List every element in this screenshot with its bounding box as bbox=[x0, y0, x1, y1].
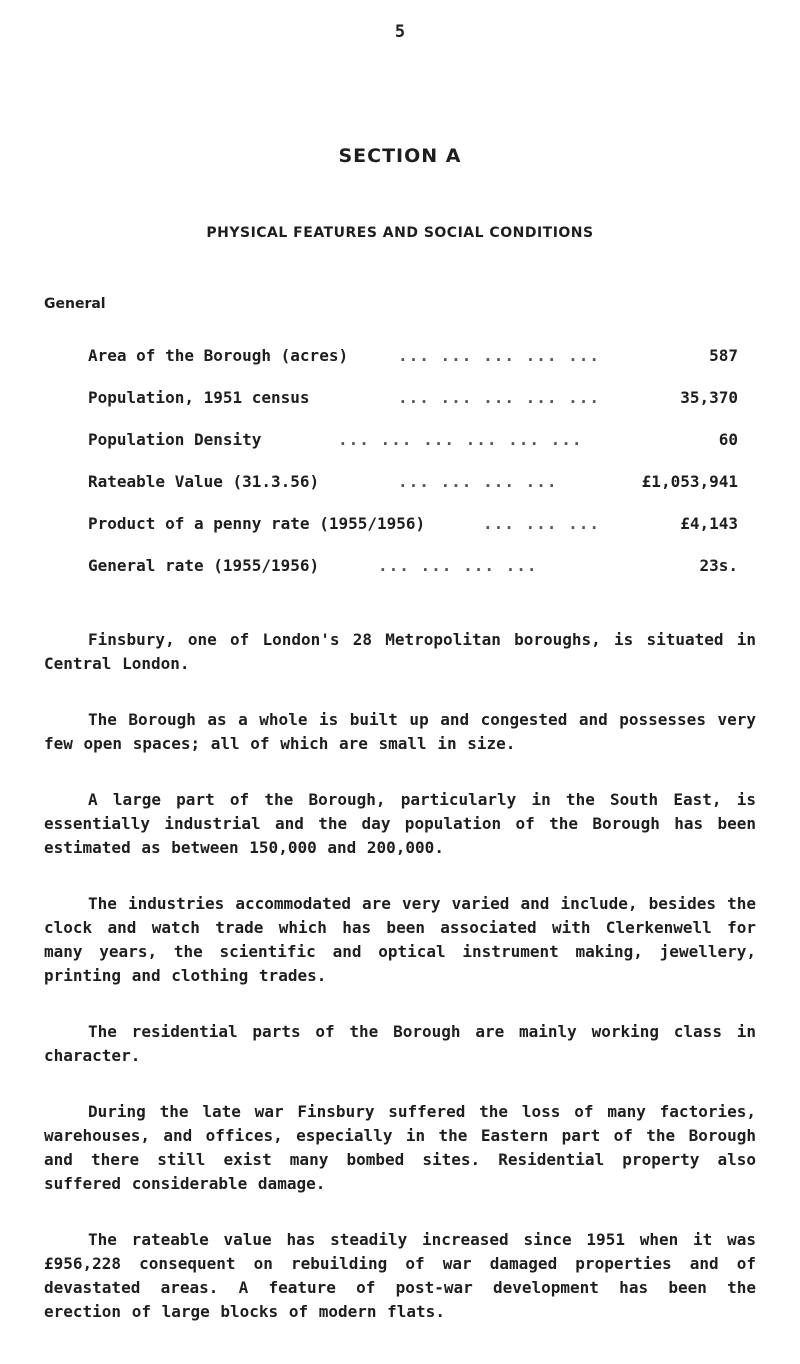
body-text bbox=[44, 628, 756, 1356]
section-title: SECTION A bbox=[338, 145, 462, 167]
statistics-list bbox=[88, 345, 748, 597]
leader-dots: ... ... ... ... ... ... bbox=[338, 430, 583, 449]
stat-row-population bbox=[88, 387, 748, 429]
paragraph-location: Finsbury, one of London's 28 Metropolitan boroughs, is situated in Central London. bbox=[44, 630, 756, 673]
stat-value: 23s. bbox=[699, 556, 738, 575]
stat-label: General rate (1955/1956) bbox=[88, 556, 320, 575]
stat-value: £4,143 bbox=[680, 514, 738, 533]
leader-dots: ... ... ... ... ... bbox=[398, 346, 601, 365]
leader-dots: ... ... ... ... ... bbox=[398, 388, 601, 407]
stat-value: 60 bbox=[718, 430, 738, 449]
stat-label: Population, 1951 census bbox=[88, 388, 310, 407]
stat-label: Rateable Value (31.3.56) bbox=[88, 472, 320, 491]
general-heading: General bbox=[44, 296, 106, 312]
paragraph-industrial: A large part of the Borough, particularly in the South East, is essentially industrial and the day population of the Borough has been estimated as between 150,000 and 200,000. bbox=[44, 790, 756, 857]
stat-label: Population Density bbox=[88, 430, 262, 449]
leader-dots: ... ... ... bbox=[483, 514, 600, 533]
leader-dots: ... ... ... ... bbox=[398, 472, 558, 491]
leader-dots: ... ... ... ... bbox=[378, 556, 538, 575]
section-subtitle: PHYSICAL FEATURES AND SOCIAL CONDITIONS bbox=[206, 225, 594, 241]
stat-row-area bbox=[88, 345, 748, 387]
stat-row-penny-rate bbox=[88, 513, 748, 555]
paragraph-war-damage: During the late war Finsbury suffered the loss of many factories, warehouses, and offices, especially in the Eastern part of the Borough and there still exist many bombed sites. Residential property also suffered considerable damage. bbox=[44, 1102, 756, 1193]
stat-row-density bbox=[88, 429, 748, 471]
stat-value: 35,370 bbox=[680, 388, 738, 407]
paragraph-rateable-value: The rateable value has steadily increased since 1951 when it was £956,228 consequent on rebuilding of war damaged properties and of devastated areas. A feature of post-war development has been the erection of large blocks of modern flats. bbox=[44, 1230, 756, 1321]
stat-value: £1,053,941 bbox=[641, 472, 738, 491]
paragraph-residential: The residential parts of the Borough are mainly working class in character. bbox=[44, 1022, 756, 1065]
stat-label: Product of a penny rate (1955/1956) bbox=[88, 514, 426, 533]
paragraph-open-spaces: The Borough as a whole is built up and congested and possesses very few open spaces; all of which are small in size. bbox=[44, 710, 756, 753]
paragraph-industries: The industries accommodated are very varied and include, besides the clock and watch trade which has been associated with Clerkenwell for many years, the scientific and optical instrument making, jewellery, printing and clothing trades. bbox=[44, 894, 756, 985]
stat-label: Area of the Borough (acres) bbox=[88, 346, 349, 365]
stat-row-general-rate bbox=[88, 555, 748, 597]
page-number: 5 bbox=[394, 22, 406, 42]
stat-value: 587 bbox=[709, 346, 738, 365]
stat-row-rateable-value bbox=[88, 471, 748, 513]
